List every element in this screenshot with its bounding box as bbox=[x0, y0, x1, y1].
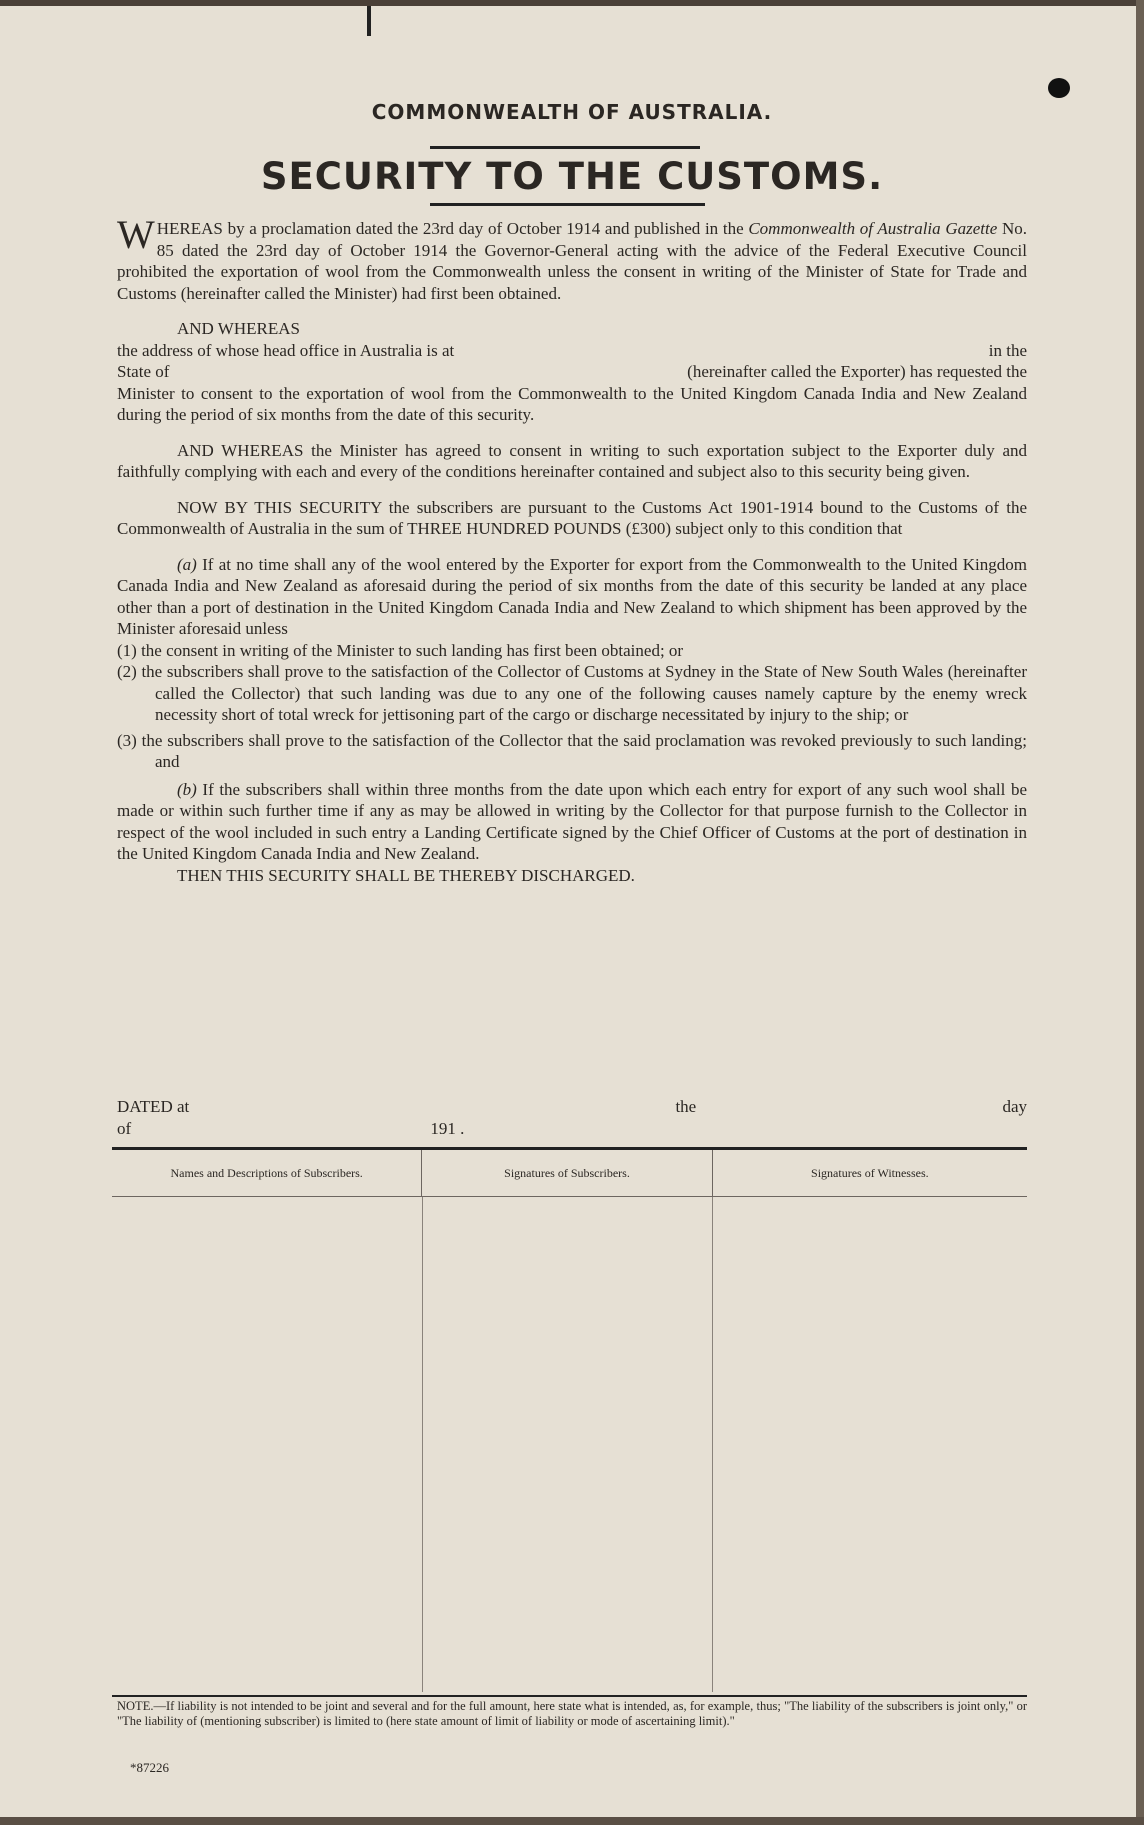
discharge-line: THEN THIS SECURITY SHALL BE THEREBY DISCHARGED. bbox=[177, 865, 635, 885]
paragraph-request: Minister to consent to the exportation of wool from the Commonwealth to the United Kingdom Canada India and New Zealand during the period of six months from the date of this security. bbox=[117, 383, 1027, 424]
ink-blot-mark bbox=[1048, 78, 1070, 98]
gazette-name: Commonwealth of Australia Gazette bbox=[748, 219, 998, 238]
dated-line-1 bbox=[117, 1096, 1027, 1118]
column-names-descriptions: Names and Descriptions of Subscribers. bbox=[170, 1165, 363, 1180]
dated-the-label: the bbox=[675, 1097, 697, 1116]
state-label: State of bbox=[117, 362, 170, 381]
paragraph-whereas-text-a: HEREAS by a proclamation dated the 23rd day of October 1914 and published in the bbox=[156, 219, 749, 238]
condition-a-label: (a) bbox=[177, 554, 197, 574]
address-line bbox=[117, 340, 1027, 362]
title-rule-bottom bbox=[430, 203, 705, 206]
page-title: SECURITY TO THE CUSTOMS. bbox=[260, 155, 884, 198]
column-signatures-witnesses: Signatures of Witnesses. bbox=[712, 1150, 1027, 1196]
and-whereas-heading: AND WHEREAS bbox=[177, 319, 300, 338]
condition-b-label: (b) bbox=[177, 779, 197, 799]
scan-edge-right bbox=[1136, 0, 1144, 1825]
table-divider-2 bbox=[712, 1197, 713, 1692]
condition-a-text: If at no time shall any of the wool entered by the Exporter for export from the Commonwealth to the United Kingdom Canada India and New Zealand as aforesaid during the period of six months from the date of this security be landed at any place other than a port of destination in the United Kingdom Canada India and New Zealand to which shipment has been approved by the Minister aforesaid unless bbox=[117, 554, 1027, 638]
document-body bbox=[117, 212, 1027, 886]
table-divider-1 bbox=[422, 1197, 423, 1692]
address-in-the: in the bbox=[988, 340, 1027, 360]
form-code: *87226 bbox=[130, 1760, 169, 1775]
liability-note: NOTE.—If liability is not intended to be joint and several and for the full amount, here state what is intended, as, for example, thus; "The liability of the subscribers is joint only," or "The liability of (mentioning subscriber) is limited to (here state amount of limit of liability or mode of ascertaining limit)." bbox=[117, 1699, 1027, 1728]
column-signatures-subscribers: Signatures of Subscribers. bbox=[421, 1150, 711, 1196]
paragraph-whereas bbox=[117, 212, 1027, 304]
drop-cap: W bbox=[117, 212, 155, 257]
exporter-request-text: (hereinafter called the Exporter) has requested the bbox=[687, 362, 1027, 381]
dated-at-label: DATED at bbox=[117, 1097, 190, 1116]
paragraph-minister-agreed: AND WHEREAS the Minister has agreed to consent in writing to such exportation subject to the Exporter duly and faithfully complying with each and every of the conditions hereinafter contained and subject also to this security being given. bbox=[117, 440, 1027, 481]
condition-a bbox=[117, 554, 1027, 640]
condition-b-text: If the subscribers shall within three months from the date upon which each entry for export of any such wool shall be made or within such further time if any as may be allowed in writing by the Collector for that purpose furnish to the Collector in respect of the wool included in such entry a Landing Certificate signed by the Chief Officer of Customs at the port of destination in the United Kingdom Canada India and New Zealand. bbox=[117, 779, 1027, 863]
dated-year: 191 . bbox=[430, 1118, 465, 1138]
dated-line-2 bbox=[117, 1118, 1027, 1140]
paragraph-now-by-this: NOW BY THIS SECURITY the subscribers are pursuant to the Customs Act 1901-1914 bound to the Customs of the Commonwealth of Australia in the sum of THREE HUNDRED POUNDS (£300) subject only to this condition that bbox=[117, 497, 1027, 538]
title-rule-top bbox=[430, 146, 700, 149]
ink-tick-mark bbox=[367, 6, 371, 36]
sub-item-3: (3) the subscribers shall prove to the satisfaction of the Collector that the said proclamation was revoked previously to such landing; and bbox=[117, 730, 1027, 771]
dated-day-label: day bbox=[1002, 1097, 1027, 1116]
scan-edge-top bbox=[0, 0, 1144, 6]
dated-section bbox=[117, 1096, 1027, 1139]
sub-item-2: (2) the subscribers shall prove to the satisfaction of the Collector of Customs at Sydney in the State of New South Wales (hereinafter called the Collector) that such landing was due to any one of the following causes namely capture by the enemy wreck necessity short of total wreck for jettisoning part of the cargo or discharge necessitated by injury to the ship; or bbox=[117, 662, 1027, 724]
sub-item-1: (1) the consent in writing of the Minister to such landing has first been obtained; or bbox=[117, 640, 684, 660]
state-line bbox=[117, 361, 1027, 383]
dated-of-label: of bbox=[117, 1118, 132, 1138]
condition-b bbox=[117, 779, 1027, 865]
address-label: the address of whose head office in Australia is at bbox=[117, 340, 455, 360]
signature-table-header bbox=[112, 1150, 1027, 1196]
heading-commonwealth: COMMONWEALTH OF AUSTRALIA. bbox=[371, 100, 773, 124]
table-rule-header bbox=[112, 1196, 1027, 1197]
table-rule-bottom bbox=[112, 1695, 1027, 1697]
paragraph-whereas-text-b: No. 85 dated the 23rd day of October 1914 the Governor-General acting with the advice of the Federal Executive Council prohibited the exportation of wool from the Commonwealth unless the consent in writing of the Minister of State for Trade and Customs (hereinafter called the Minister) had first been obtained. bbox=[117, 219, 1027, 303]
scan-edge-bottom bbox=[0, 1817, 1144, 1825]
